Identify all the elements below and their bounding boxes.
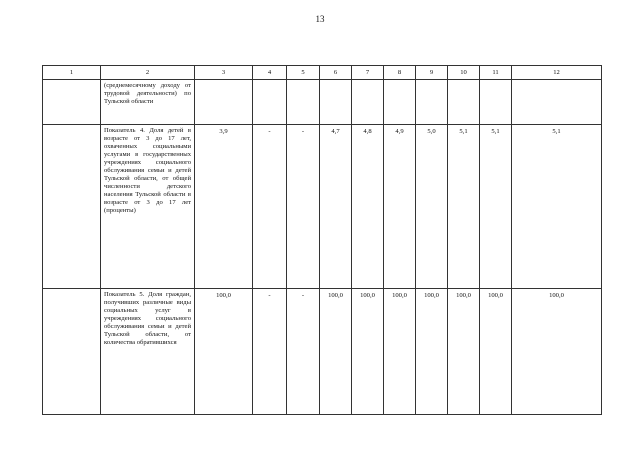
header-cell: 7: [352, 66, 384, 80]
empty-cell: [43, 125, 101, 289]
value-cell: 4,7: [320, 125, 352, 289]
value-cell: 3,9: [195, 125, 253, 289]
value-cell: [287, 80, 320, 125]
header-cell: 3: [195, 66, 253, 80]
empty-cell: [43, 289, 101, 415]
header-cell: 2: [101, 66, 195, 80]
value-cell: 5,1: [512, 125, 602, 289]
header-cell: 9: [416, 66, 448, 80]
value-cell: 100,0: [195, 289, 253, 415]
value-cell: -: [287, 289, 320, 415]
header-cell: 1: [43, 66, 101, 80]
header-cell: 10: [448, 66, 480, 80]
value-cell: -: [253, 125, 287, 289]
indicator-description: (среднемесячному доходу от трудовой деятельности) по Тульской области: [101, 80, 195, 125]
value-cell: 100,0: [320, 289, 352, 415]
value-cell: 4,9: [384, 125, 416, 289]
value-cell: [416, 80, 448, 125]
value-cell: 100,0: [416, 289, 448, 415]
value-cell: [352, 80, 384, 125]
value-cell: [253, 80, 287, 125]
value-cell: [512, 80, 602, 125]
value-cell: 100,0: [448, 289, 480, 415]
header-cell: 8: [384, 66, 416, 80]
indicator-description: Показатель 4. Доля детей в возрасте от 3 до 17 лет, охваченных социальными услугами в государственных учреждениях социального обслуживания семьи и детей Тульской области, от общей численности детского населения Тульской области в возрасте от 3 до 17 лет (проценты): [101, 125, 195, 289]
header-cell: 4: [253, 66, 287, 80]
value-cell: 5,1: [448, 125, 480, 289]
table-row: [43, 80, 602, 125]
value-cell: 4,8: [352, 125, 384, 289]
value-cell: [384, 80, 416, 125]
value-cell: 5,0: [416, 125, 448, 289]
value-cell: 100,0: [512, 289, 602, 415]
header-cell: 11: [480, 66, 512, 80]
header-cell: 12: [512, 66, 602, 80]
page-number: 13: [315, 14, 325, 24]
value-cell: 100,0: [480, 289, 512, 415]
value-cell: [195, 80, 253, 125]
value-cell: 100,0: [384, 289, 416, 415]
value-cell: [448, 80, 480, 125]
value-cell: 100,0: [352, 289, 384, 415]
table-row: [43, 289, 602, 415]
value-cell: [480, 80, 512, 125]
indicator-description: Показатель 5. Доля граждан, получивших различные виды социальных услуг в учреждениях социального обслуживания семьи и детей Тульской области, от количества обратившихся: [101, 289, 195, 415]
header-cell: 6: [320, 66, 352, 80]
value-cell: -: [287, 125, 320, 289]
indicator-table: [42, 65, 602, 415]
header-row: [43, 66, 602, 80]
value-cell: -: [253, 289, 287, 415]
table-row: [43, 125, 602, 289]
empty-cell: [43, 80, 101, 125]
value-cell: 5,1: [480, 125, 512, 289]
header-cell: 5: [287, 66, 320, 80]
value-cell: [320, 80, 352, 125]
